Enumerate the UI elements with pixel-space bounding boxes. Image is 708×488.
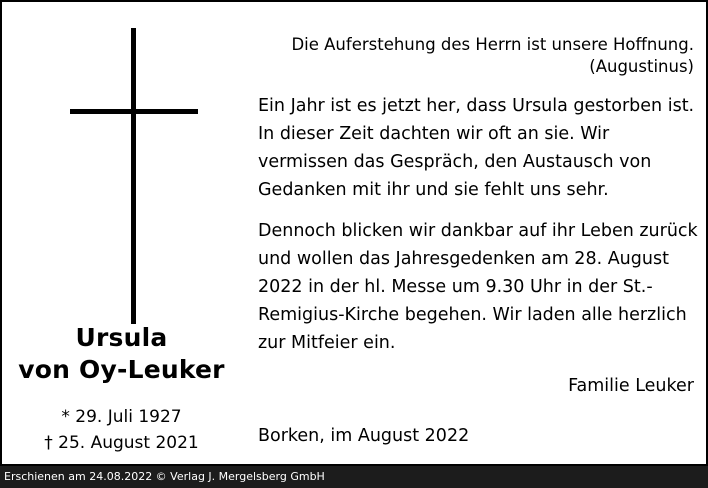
memorial-paragraph-2: Dennoch blicken wir dankbar auf ihr Leben zurück und wollen das Jahresgedenken am 28. August 2022 in der hl. Messe um 9.30 Uhr in der St.-Remigius-Kirche begehen. Wir laden alle herzlich zur Mitfeier ein. (258, 221, 698, 353)
cross-vertical-bar (131, 28, 136, 324)
cross-icon (4, 14, 239, 314)
family-signature: Familie Leuker (568, 376, 694, 396)
deceased-first-name: Ursula (75, 323, 168, 352)
life-dates (4, 404, 239, 456)
place-and-date: Borken, im August 2022 (258, 426, 470, 446)
deceased-last-name: von Oy-Leuker (18, 355, 225, 384)
deceased-name (4, 322, 239, 386)
death-date: † 25. August 2021 (44, 433, 199, 453)
left-column (4, 4, 239, 466)
epigraph-attribution: (Augustinus) (589, 57, 694, 76)
birth-date: * 29. Juli 1927 (61, 407, 182, 427)
epigraph (250, 34, 694, 78)
right-column (250, 4, 702, 466)
cross-horizontal-bar (70, 109, 198, 114)
memorial-paragraph-1: Ein Jahr ist es jetzt her, dass Ursula gestorben ist. In dieser Zeit dachten wir oft an sie. Wir vermissen das Gespräch, den Austausch von Gedanken mit ihr und sie fehlt uns sehr. (258, 96, 695, 200)
publication-footer: Erschienen am 24.08.2022 © Verlag J. Mergelsberg GmbH (0, 466, 708, 488)
epigraph-line-1: Die Auferstehung des Herrn ist unsere Hoffnung. (291, 35, 694, 54)
